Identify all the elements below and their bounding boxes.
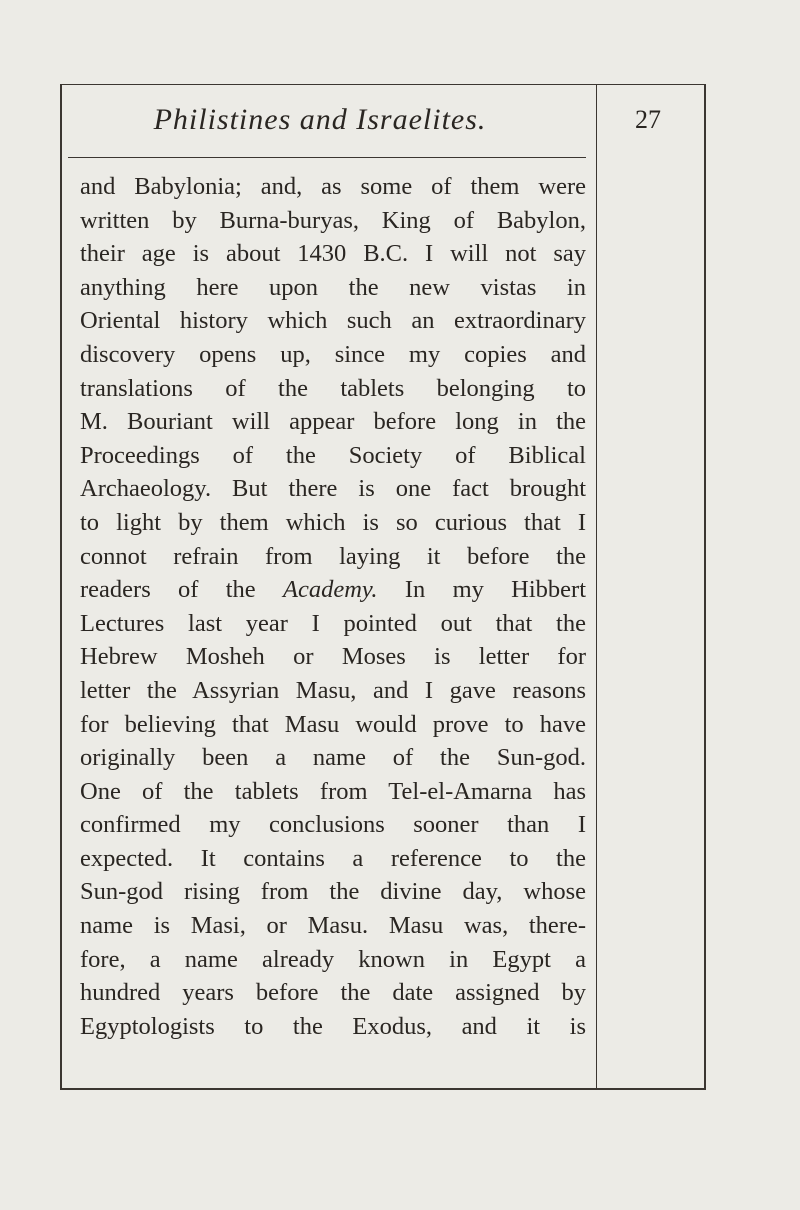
page-number: 27 [635,105,661,134]
text-line: written by Burna-buryas, King of Babylon, [80,206,586,234]
text-line: and Babylonia; and, as some of them were [80,173,586,200]
text-line: anything here upon the new vistas in [80,273,586,301]
top-rule [60,84,706,85]
text-line: connot refrain from laying it before the [80,542,586,570]
column-divider [596,84,597,1090]
text-line: name is Masi, or Masu. Masu was, there- [80,912,586,940]
text-line [80,573,586,607]
text-line: their age is about 1430 B.C. I will not say [80,240,586,268]
text-fragment: readers of the [80,576,256,604]
italic-title: Academy. [282,576,378,604]
text-line: for believing that Masu would prove to have [80,710,586,738]
text-line: Oriental history which such an extraordinary [80,307,586,335]
running-head-title: Philistines and Israelites. [153,103,487,136]
text-line: discovery opens up, since my copies and [80,340,586,368]
text-line: M. Bouriant will appear before long in the [80,408,586,436]
text-line: originally been a name of the Sun-god. [80,744,586,772]
text-line: Archaeology. But there is one fact brought [80,475,586,503]
text-line: Proceedings of the Society of Biblical [80,441,586,469]
text-line: Egyptologists to the Exodus, and it is [80,1012,586,1040]
text-line: confirmed my conclusions sooner than I [80,811,586,839]
text-line: fore, a name already known in Egypt a [80,945,586,973]
text-line: Sun-god rising from the divine day, whose [80,878,586,906]
text-line: to light by them which is so curious that I [80,508,586,536]
header-rule [68,157,586,158]
text-line: letter the Assyrian Masu, and I gave reasons [80,676,586,704]
text-line: Hebrew Mosheh or Moses is letter for [80,643,586,671]
text-fragment: In my Hibbert [404,576,587,604]
body-text [80,170,586,1043]
text-line: expected. It contains a reference to the [80,844,586,872]
text-line: hundred years before the date assigned by [80,979,586,1007]
text-line: Lectures last year I pointed out that the [80,609,586,637]
text-line: translations of the tablets belonging to [80,374,586,402]
text-line: One of the tablets from Tel-el-Amarna has [80,777,586,805]
